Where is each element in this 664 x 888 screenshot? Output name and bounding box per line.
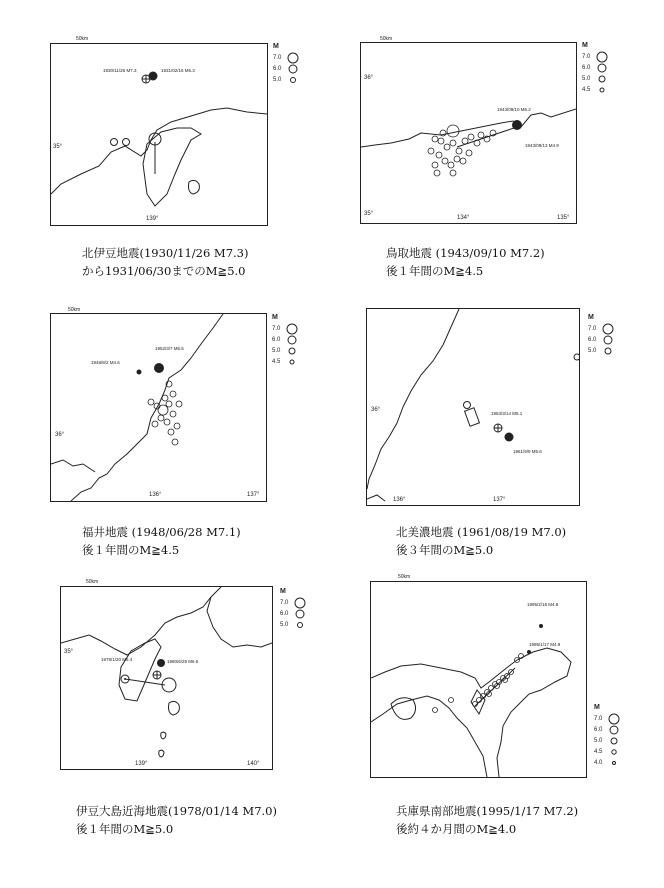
quake-marker: [111, 139, 118, 146]
magnitude-legend: M 7.0 6.0 5.0: [588, 314, 614, 356]
map-frame[interactable]: [50, 313, 267, 502]
quake-marker: [149, 72, 158, 81]
event-label: 1952/3/7 M6.5: [155, 346, 184, 351]
map-frame[interactable]: [50, 43, 268, 226]
magnitude-legend: M 7.0 6.0 5.0: [280, 588, 306, 630]
lon-tick: 137°: [493, 497, 506, 503]
quake-marker: [512, 120, 522, 130]
map-svg: [371, 582, 586, 777]
lon-tick: 136°: [393, 497, 406, 503]
lon-tick: 137°: [247, 492, 260, 498]
map-frame[interactable]: [366, 308, 580, 506]
map-caption: 北伊豆地震(1930/11/26 M7.3) から1931/06/30までのM≧5.0: [82, 246, 249, 278]
lon-tick: 139°: [135, 761, 148, 767]
map-svg: [51, 44, 267, 225]
event-label: 1978/1/20 M5.4: [101, 657, 133, 662]
lon-tick: 139°: [146, 216, 159, 222]
quake-marker: [464, 402, 471, 409]
map-svg: [51, 314, 266, 501]
event-label: 1948/8/2 M4.6: [91, 360, 120, 365]
aftershock-cluster: [428, 125, 496, 176]
lat-tick: 35°: [53, 144, 63, 150]
map-caption: 鳥取地震 (1943/09/10 M7.2) 後１年間のM≧4.5: [386, 246, 545, 278]
map-caption: 兵庫県南部地震(1995/1/17 M7.2) 後約４か月間のM≧4.0: [396, 804, 579, 836]
map-svg: [367, 309, 579, 505]
event-label: 1930/11/26 M7.3: [103, 68, 137, 73]
source-region-outline: [465, 408, 480, 426]
quake-marker: [527, 650, 531, 654]
map-frame[interactable]: [360, 42, 577, 224]
lon-tick: 136°: [149, 492, 162, 498]
quake-marker: [154, 363, 164, 373]
quake-marker: [574, 354, 579, 360]
event-label: 1995/1/17 M4.9: [529, 642, 561, 647]
map-caption: 北美濃地震 (1961/08/19 M7.0) 後３年間のM≧5.0: [396, 525, 567, 557]
map-caption: 福井地震 (1948/06/28 M7.1) 後１年間のM≧4.5: [82, 525, 241, 557]
map-caption: 伊豆大島近海地震(1978/01/14 M7.0) 後１年間のM≧5.0: [76, 804, 277, 836]
map-frame[interactable]: [60, 586, 273, 770]
map-svg: [61, 587, 272, 769]
map-frame[interactable]: [370, 581, 587, 778]
event-label: 1961/9/9 M5.6: [513, 449, 542, 454]
lat-tick: 36°: [364, 75, 374, 81]
lon-tick: 140°: [247, 761, 260, 767]
lat-tick: 35°: [364, 211, 374, 217]
magnitude-legend: M 7.0 6.0 5.0 4.5: [272, 314, 298, 367]
quake-marker: [137, 370, 142, 375]
quake-marker: [157, 659, 165, 667]
magnitude-legend: M 7.0 6.0 5.0 4.5: [582, 42, 608, 95]
lat-tick: 36°: [371, 407, 381, 413]
lon-tick: 134°: [457, 215, 470, 221]
magnitude-legend: M 7.0 6.0 5.0 4.5 4.0: [594, 704, 620, 768]
event-label: 1943/09/13 M4.9: [525, 143, 559, 148]
event-label: 1943/09/10 M6.2: [497, 107, 531, 112]
lat-tick: 35°: [64, 649, 74, 655]
lat-tick: 36°: [55, 432, 65, 438]
lon-tick: 135°: [557, 215, 570, 221]
quake-marker: [123, 139, 130, 146]
event-label: 1931/02/16 M5.3: [161, 68, 195, 73]
quake-marker: [505, 433, 514, 442]
magnitude-legend: M 7.0 6.0 5.0: [273, 43, 299, 85]
event-label: 1963/3/14 M5.1: [491, 411, 523, 416]
event-label: 1995/2/18 M4.8: [527, 602, 559, 607]
map-svg: [361, 43, 576, 223]
quake-marker: [539, 624, 543, 628]
event-label: 1980/6/29 M6.5: [167, 659, 199, 664]
